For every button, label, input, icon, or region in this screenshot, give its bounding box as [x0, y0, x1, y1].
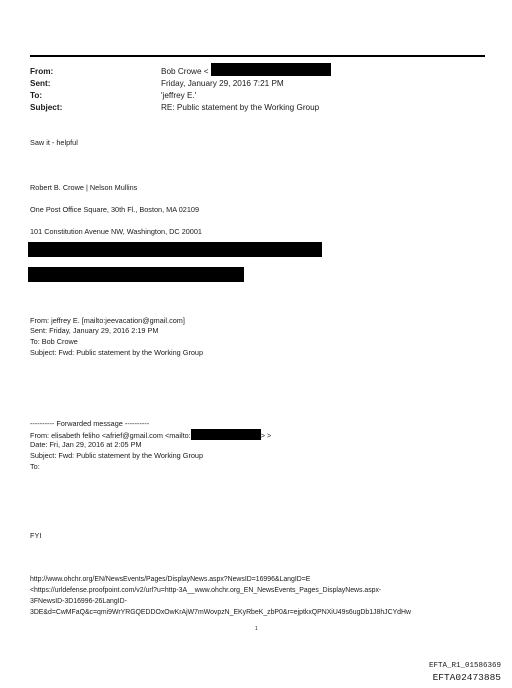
from-label: From:	[30, 67, 54, 76]
link-line-2[interactable]: <https://urldefense.proofpoint.com/v2/url?u=http-3A__www.ohchr.org_EN_NewsEvents_Pages_DisplayNews.aspx-	[30, 587, 382, 594]
forwarded-from: From: elisabeth feliho <afrief@gmail.com <mailto: > >	[30, 431, 272, 440]
reply-text: Saw it - helpful	[30, 138, 78, 147]
footer-id-r1: EFTA_R1_01586369	[428, 662, 501, 670]
link-line-3[interactable]: 3FNewsID-3D16996-26LangID-	[30, 598, 127, 605]
quoted-to: To: Bob Crowe	[30, 337, 78, 346]
forwarded-divider: ---------- Forwarded message ----------	[30, 419, 150, 428]
redaction-signature-line1	[28, 242, 322, 257]
footer-id-efta: EFTA02473885	[432, 672, 501, 683]
from-value: Bob Crowe <	[161, 67, 209, 76]
forwarded-subject: Subject: Fwd: Public statement by the Working Group	[30, 451, 204, 460]
forwarded-date: Date: Fri, Jan 29, 2016 at 2:05 PM	[30, 440, 142, 449]
redaction-forwarded-email	[191, 429, 261, 440]
to-value: 'jeffrey E.'	[161, 91, 197, 100]
signature-address-dc: 101 Constitution Avenue NW, Washington, DC 20001	[30, 227, 202, 236]
sent-value: Friday, January 29, 2016 7:21 PM	[161, 79, 284, 88]
to-label: To:	[30, 91, 43, 100]
subject-value: RE: Public statement by the Working Group	[161, 103, 320, 112]
quoted-sent: Sent: Friday, January 29, 2016 2:19 PM	[30, 326, 159, 335]
link-line-4[interactable]: 3DE&d=CwMFaQ&c=qmi9WrYRGQEDDOxOwKrAjW7mWovpzN_EKyRbeK_zbP0&r=ejptkxQPNXiU49s6ugDb1J8hJCYdHw	[30, 609, 411, 616]
redaction-from-email	[211, 63, 331, 76]
subject-label: Subject:	[30, 103, 63, 112]
signature-address-boston: One Post Office Square, 30th Fl., Boston, MA 02109	[30, 205, 200, 214]
header-rule	[30, 55, 485, 57]
signature-name: Robert B. Crowe | Nelson Mullins	[30, 183, 138, 192]
forwarded-to: To:	[30, 462, 40, 471]
redaction-signature-line2	[28, 267, 244, 282]
quoted-from: From: jeffrey E. [mailto:jeevacation@gmail.com]	[30, 316, 185, 325]
fyi-text: FYI	[30, 531, 42, 540]
quoted-subject: Subject: Fwd: Public statement by the Working Group	[30, 348, 204, 357]
page-number: 1	[255, 626, 258, 632]
sent-label: Sent:	[30, 79, 51, 88]
link-line-1[interactable]: http://www.ohchr.org/EN/NewsEvents/Pages/DisplayNews.aspx?NewsID=16996&LangID=E	[30, 576, 311, 583]
